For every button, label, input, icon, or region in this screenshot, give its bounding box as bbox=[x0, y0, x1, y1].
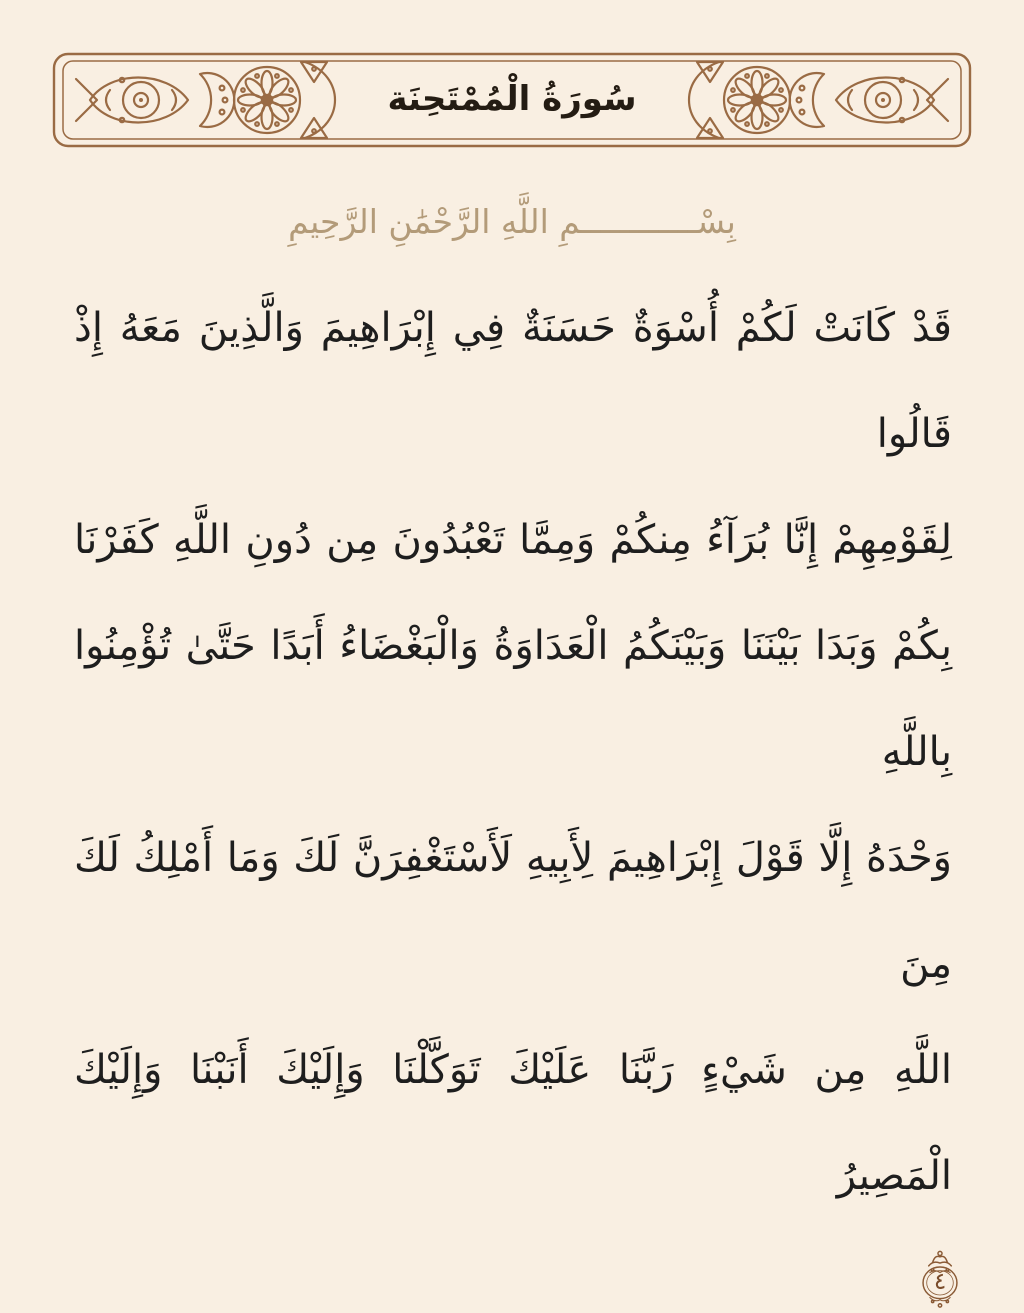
verse-text-block bbox=[74, 275, 952, 1229]
verse-line-1: قَدْ كَانَتْ لَكُمْ أُسْوَةٌ حَسَنَةٌ فِي إِبْرَاهِيمَ وَالَّذِينَ مَعَهُ إِذْ قَالُوا bbox=[74, 305, 952, 457]
verse-line-2: لِقَوْمِهِمْ إِنَّا بُرَآءُ مِنكُمْ وَمِمَّا تَعْبُدُونَ مِن دُونِ اللَّهِ كَفَرْنَا bbox=[74, 517, 952, 563]
verse-line-4: وَحْدَهُ إِلَّا قَوْلَ إِبْرَاهِيمَ لِأَبِيهِ لَأَسْتَغْفِرَنَّ لَكَ وَمَا أَمْلِكُ لَكَ مِنَ bbox=[74, 835, 952, 987]
verse-line-5: اللَّهِ مِن شَيْءٍ رَبَّنَا عَلَيْكَ تَوَكَّلْنَا وَإِلَيْكَ أَنَبْنَا وَإِلَيْكَ الْمَصِيرُ bbox=[74, 1047, 952, 1199]
quran-page bbox=[0, 52, 1024, 1295]
verse-line-3: بِكُمْ وَبَدَا بَيْنَنَا وَبَيْنَكُمُ الْعَدَاوَةُ وَالْبَغْضَاءُ أَبَدًا حَتَّىٰ تُؤْمِنُوا بِاللَّهِ bbox=[74, 623, 952, 775]
ayah-marker-row bbox=[0, 1247, 966, 1313]
surah-header-frame bbox=[52, 52, 972, 148]
bismillah-text: بِسْــــــــــــمِ اللَّهِ الرَّحْمَٰنِ الرَّحِيمِ bbox=[288, 202, 736, 241]
ayah-number: ٤ bbox=[933, 1269, 947, 1295]
ayah-number-medallion bbox=[914, 1247, 966, 1313]
surah-title: سُورَةُ الْمُمْتَحِنَة bbox=[387, 79, 637, 119]
